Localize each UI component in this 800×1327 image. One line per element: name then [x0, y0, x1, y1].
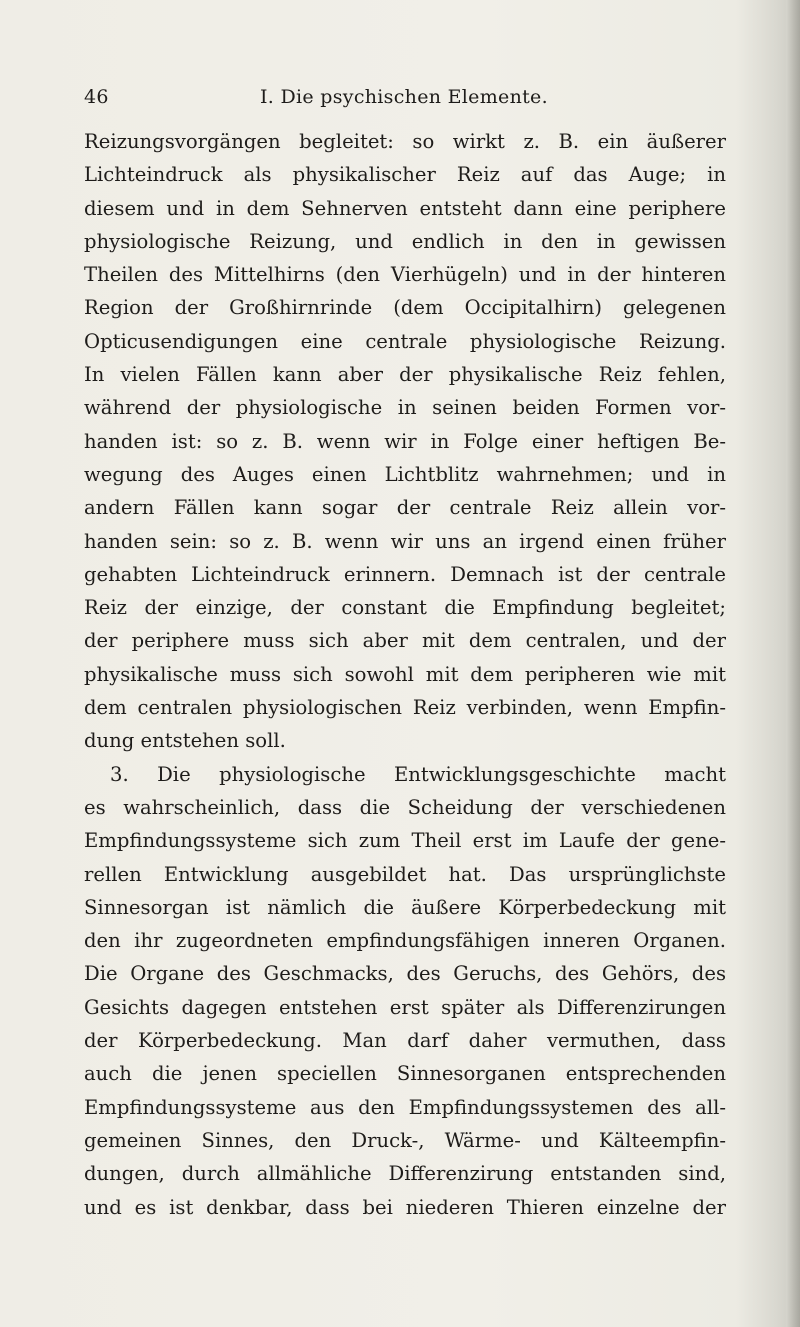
- chapter-title: I. Die psychischen Elemente.: [260, 86, 548, 108]
- text-line: Empfindungssysteme sich zum Theil erst im Laufe der gene-: [84, 829, 726, 853]
- text-line: der Körperbedeckung. Man darf daher vermuthen, dass: [84, 1029, 726, 1053]
- text-line: Empfindungssysteme aus den Empfindungssystemen des all-: [84, 1095, 726, 1119]
- text-line: handen ist: so z. B. wenn wir in Folge einer heftigen Be-: [84, 429, 726, 453]
- text-line: Lichteindruck als physikalischer Reiz auf das Auge; in: [84, 163, 726, 187]
- text-line: Reizungsvorgängen begleitet: so wirkt z. B. ein äußerer: [84, 130, 726, 153]
- text-line: Die Organe des Geschmacks, des Geruchs, des Gehörs, des: [84, 962, 726, 986]
- text-line: Opticusendigungen eine centrale physiologische Reizung.: [84, 329, 726, 353]
- page-spine-shadow: [786, 0, 800, 1327]
- text-line: den ihr zugeordneten empfindungsfähigen inneren Organen.: [84, 929, 726, 953]
- text-line: der periphere muss sich aber mit dem centralen, und der: [84, 629, 726, 653]
- text-line: physikalische muss sich sowohl mit dem peripheren wie mit: [84, 662, 726, 686]
- body-text: [84, 125, 726, 1224]
- text-line: handen sein: so z. B. wenn wir uns an irgend einen früher: [84, 529, 726, 553]
- text-line: gehabten Lichteindruck erinnern. Demnach ist der centrale: [84, 562, 726, 586]
- text-line: Sinnesorgan ist nämlich die äußere Körperbedeckung mit: [84, 895, 726, 919]
- text-line: diesem und in dem Sehnerven entsteht dann eine periphere: [84, 196, 726, 220]
- text-line: Reiz der einzige, der constant die Empfindung begleitet;: [84, 596, 726, 620]
- running-header: [84, 86, 724, 114]
- text-line: Gesichts dagegen entstehen erst später als Differenzirungen: [84, 995, 726, 1019]
- paragraph-end-line: dung entstehen soll.: [84, 729, 286, 753]
- text-line: physiologische Reizung, und endlich in den in gewissen: [84, 229, 726, 253]
- page-number: 46: [84, 86, 109, 108]
- text-line: es wahrscheinlich, dass die Scheidung der verschiedenen: [84, 795, 726, 819]
- text-line: Region der Großhirnrinde (dem Occipitalhirn) gelegenen: [84, 296, 726, 320]
- text-line: In vielen Fällen kann aber der physikalische Reiz fehlen,: [84, 363, 726, 387]
- text-line: Theilen des Mittelhirns (den Vierhügeln) und in der hinteren: [84, 263, 726, 287]
- text-line: dem centralen physiologischen Reiz verbinden, wenn Empfin-: [84, 696, 726, 720]
- text-line: und es ist denkbar, dass bei niederen Thieren einzelne der: [84, 1195, 726, 1219]
- text-line: andern Fällen kann sogar der centrale Reiz allein vor-: [84, 496, 726, 520]
- text-line: rellen Entwicklung ausgebildet hat. Das ursprünglichste: [84, 862, 726, 886]
- text-line: gemeinen Sinnes, den Druck-, Wärme- und Kälteempfin-: [84, 1128, 726, 1152]
- text-line: dungen, durch allmähliche Differenzirung entstanden sind,: [84, 1162, 726, 1186]
- text-line: auch die jenen speciellen Sinnesorganen entsprechenden: [84, 1062, 726, 1086]
- text-line: während der physiologische in seinen beiden Formen vor-: [84, 396, 726, 420]
- text-line: wegung des Auges einen Lichtblitz wahrnehmen; und in: [84, 462, 726, 486]
- section-start-line: 3. Die physiologische Entwicklungsgeschichte macht: [110, 762, 726, 786]
